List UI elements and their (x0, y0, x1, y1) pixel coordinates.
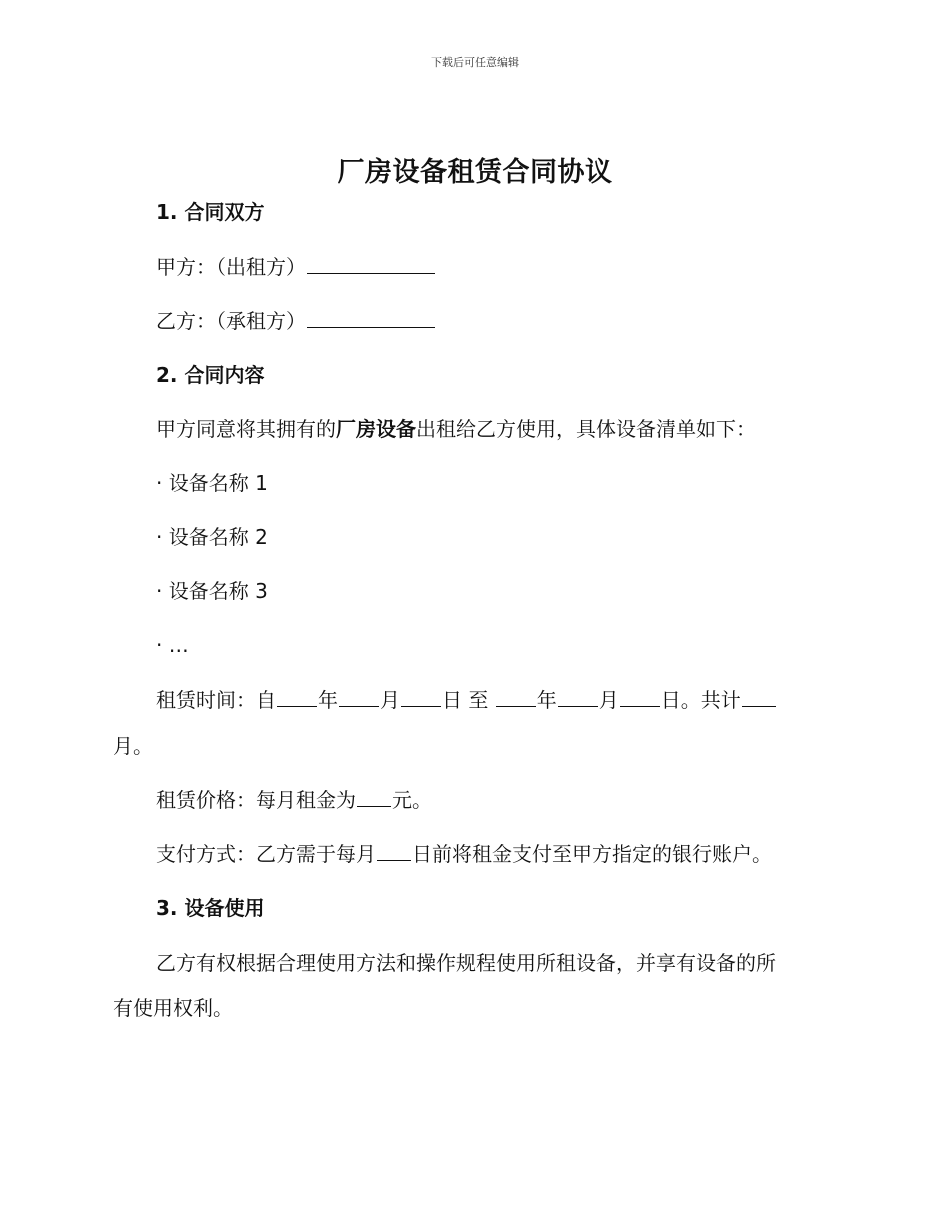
list-item: · 设备名称 3 (156, 579, 268, 603)
lease-term-continuation: 月。 (113, 734, 153, 758)
lease-term-line (156, 686, 777, 714)
term-to: 至 (468, 688, 489, 712)
section-heading-parties: 1. 合同双方 (156, 200, 265, 224)
payment-line (156, 840, 772, 868)
section-heading-usage: 3. 设备使用 (156, 896, 265, 920)
list-item: · 设备名称 1 (156, 471, 268, 495)
usage-text-line1: 乙方有权根据合理使用方法和操作规程使用所租设备，并享有设备的所 (156, 951, 776, 975)
party-a-blank (307, 253, 435, 274)
end-year-blank (496, 686, 536, 707)
end-day-blank (620, 686, 660, 707)
party-a-label: 甲方：（出租方） (156, 255, 306, 279)
price-label: 租赁价格：每月租金为 (156, 788, 356, 812)
term-year-end: 年 (536, 688, 557, 712)
term-month-end: 月 (598, 688, 619, 712)
price-unit: 元。 (392, 788, 432, 812)
section-heading-content: 2. 合同内容 (156, 363, 265, 387)
payment-post: 日前将租金支付至甲方指定的银行账户。 (412, 842, 772, 866)
total-months-blank (742, 686, 776, 707)
price-blank (357, 786, 391, 807)
payment-day-blank (377, 840, 411, 861)
intro-text-bold: 厂房设备 (336, 417, 416, 441)
term-day: 日 (442, 688, 462, 712)
end-month-blank (558, 686, 598, 707)
term-day-end: 日。共计 (660, 688, 741, 712)
party-b-label: 乙方：（承租方） (156, 309, 306, 333)
intro-text-post: 出租给乙方使用，具体设备清单如下： (416, 417, 756, 441)
start-year-blank (277, 686, 317, 707)
price-line (156, 786, 432, 814)
party-b-blank (307, 307, 435, 328)
term-year: 年 (318, 688, 338, 712)
start-month-blank (339, 686, 379, 707)
document-title: 厂房设备租赁合同协议 (337, 157, 613, 188)
intro-text-pre: 甲方同意将其拥有的 (156, 417, 336, 441)
usage-text-line2: 有使用权利。 (113, 996, 233, 1020)
content-intro (156, 415, 756, 443)
party-b-line (156, 307, 436, 335)
list-item: · 设备名称 2 (156, 525, 268, 549)
term-month: 月 (380, 688, 400, 712)
header-note: 下载后可任意编辑 (431, 56, 519, 69)
party-a-line (156, 253, 436, 281)
start-day-blank (401, 686, 441, 707)
list-item: · … (156, 633, 189, 657)
term-label: 租赁时间：自 (156, 688, 276, 712)
payment-pre: 支付方式：乙方需于每月 (156, 842, 376, 866)
